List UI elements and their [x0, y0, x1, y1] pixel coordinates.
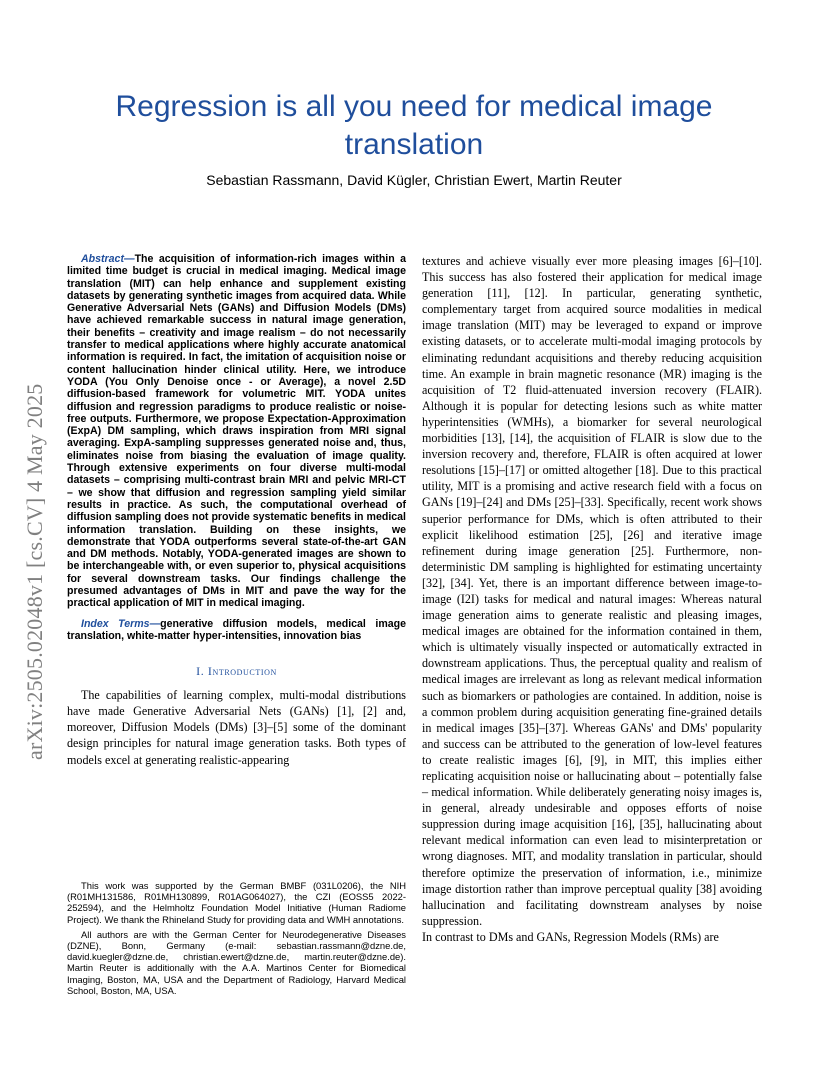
- funding-footnote: This work was supported by the German BMBF (031L0206), the NIH (R01MH131586, R01MH130899, R01AG064027), the CZI (EOSS5 2022-252594), and the Helmholtz Foundation Model Initiative (Human Radiome Project). We thank the Rhineland Study for providing data and WMH annotations.: [67, 880, 406, 925]
- index-terms: [67, 618, 406, 643]
- footnotes: [67, 880, 406, 1000]
- intro-paragraph-1: The capabilities of learning complex, multi-modal distributions have made Generative Adversarial Nets (GANs) [1], [2] and, moreover, Diffusion Models (DMs) [3]–[5] some of the dominant design principles for natural image generation tasks. Both types of models excel at generating realistic-appearing: [67, 688, 406, 767]
- abstract-label: Abstract—: [81, 253, 135, 265]
- author-list: Sebastian Rassmann, David Kügler, Christian Ewert, Martin Reuter: [206, 172, 622, 188]
- intro-paragraph-2: textures and achieve visually ever more pleasing images [6]–[10]. This success has also fostered their application for medical image generation [11], [12]. In particular, generating synthetic, complementary target from acquired source modalities in medical image translation (MIT) may be leveraged to expand or improve existing datasets, or to accelerate multi-modal imaging protocols by eliminating redundant acquisitions and thereby reducing acquisition time. An example in brain magnetic resonance (MR) imaging is the acquisition of T2 fluid-attenuated inversion recovery (FLAIR). Although it is popular for detecting lesions such as white matter hyperintensities (WMHs), a biomarker for several neurological morbidities [13], [14], the acquisition of FLAIR is slow due to the inversion recovery and, therefore, FLAIR is often acquired at lower resolutions [15]–[17] or omitted altogether [18]. Due to this practical utility, MIT is a promising and active research field with a focus on GANs [19]–[24] and DMs [25]–[33]. Specifically, recent work shows superior performance for DMs, which is often attributed to their explicit likelihood estimation [25], [26] and iterative image refinement during image generation [25]. Furthermore, non-deterministic DM sampling is highlighted for estimating uncertainty [32], [34]. Yet, there is an important difference between image-to-image (I2I) tasks for medical and natural images: Whereas natural image generation aims to generate realistic and pleasing images, medical images are obtained for the information contained in them, which is ultimately visually inspected or automatically extracted in downstream applications. Thus, the perceptual quality and realism of medical images are irrelevant as long as relevant medical information such as biomarkers or pathologies are contained. In addition, noise is a common problem during acquisition generating fine-grained details in medical images [35]–[37]. Whereas GANs' and DMs' popularity and success can be attributed to the generation of low-level features to create realistic images [6], [9], in MIT, this implies either replicating acquisition noise or hallucinating about – potentially false – medical information. While deliberately generating noisy images is, in general, already undesirable and opposes efforts of noise suppression during image acquisition [16], [35], hallucinating about relevant medical information can even lead to misinterpretation or wrong diagnoses. MIT, and modality translation in particular, should therefore optimize the preservation of information, i.e., minimize image distortion rather than improve perceptual quality [38] avoiding hallucination and facilitating downstream analyses by noise suppression.: [422, 254, 762, 928]
- affiliation-footnote: All authors are with the German Center for Neurodegenerative Diseases (DZNE), Bonn, Germany (e-mail: sebastian.rassmann@dzne.de, david.kuegler@dzne.de, christian.ewert@dzne.de, martin.reuter@dzne.de). Martin Reuter is additionally with the A.A. Martinos Center for Biomedical Imaging, Boston, MA, USA and the Department of Radiology, Harvard Medical School, Boston, MA, USA.: [67, 928, 406, 996]
- index-terms-text: generative diffusion models, medical image translation, white-matter hyper-intensities, innovation bias: [67, 617, 406, 642]
- intro-paragraph-3: In contrast to DMs and GANs, Regression Models (RMs) are: [422, 929, 719, 944]
- abstract: [67, 253, 406, 610]
- index-terms-label: Index Terms—: [81, 617, 161, 630]
- abstract-text: The acquisition of information-rich images within a limited time budget is crucial in medical imaging. Medical image translation (MIT) can help enhance and supplement existing datasets by generating synthetic images from acquired data. While Generative Adversarial Nets (GANs) and Diffusion Models (DMs) have achieved remarkable success in natural image generation, their benefits – creativity and image realism – do not necessarily transfer to medical applications where highly accurate anatomical information is required. In fact, the imitation of acquisition noise or content hallucination hinder clinical utility. Here, we introduce YODA (You Only Denoise once - or Average), a novel 2.5D diffusion-based framework for volumetric MIT. YODA unites diffusion and regression paradigms to produce realistic or noise-free outputs. Furthermore, we propose Expectation-Approximation (ExpA) DM sampling, which draws inspiration from MRI signal averaging. ExpA-sampling suppresses generated noise and, thus, eliminates noise from biasing the evaluation of image quality. Through extensive experiments on four diverse multi-modal datasets – comprising multi-contrast brain MRI and pelvic MRI-CT – we show that diffusion and regression sampling yield similar results in practice. As such, the computational overhead of diffusion sampling does not provide systematic benefits in medical information translation. Building on these insights, we demonstrate that YODA outperforms several state-of-the-art GAN and DM methods. Notably, YODA-generated images are shown to be interchangeable with, or even superior to, physical acquisitions for several downstream tasks. Our findings challenge the presumed advantages of DMs in MIT and pave the way for the practical application of MIT in medical imaging.: [67, 253, 406, 610]
- section-heading-introduction: I. Introduction: [196, 664, 277, 679]
- right-column: [422, 253, 762, 945]
- left-column: [67, 253, 406, 768]
- paper-title: Regression is all you need for medical image translation: [115, 90, 713, 161]
- arxiv-identifier: arXiv:2505.02048v1 [cs.CV] 4 May 2025: [22, 383, 47, 760]
